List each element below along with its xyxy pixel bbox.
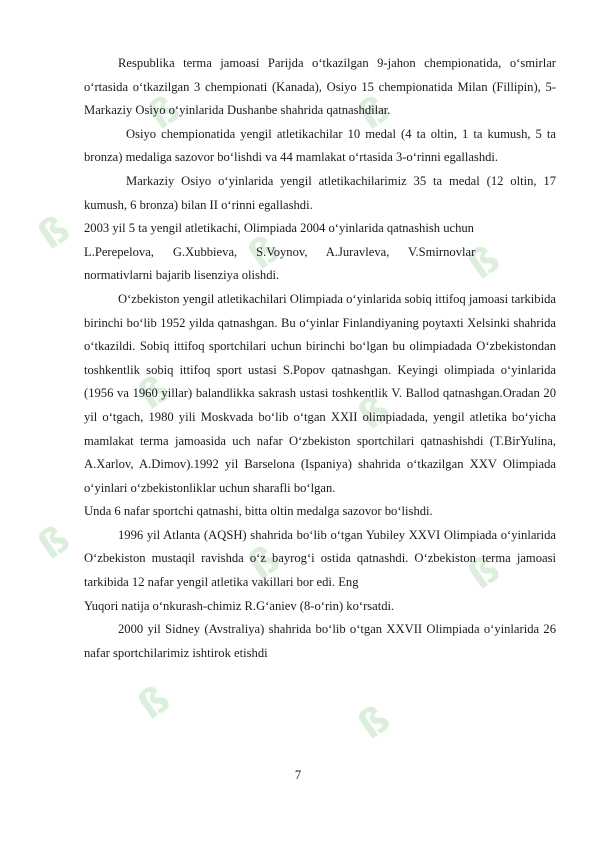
paragraph-2003-license: 2003 yil 5 ta yengil atletikachi, Olimpiada 2004 o‘yinlarida qatnashish uchun <box>84 221 474 236</box>
paragraph-athlete-names: L.Perepelova, G.Xubbieva, S.Voynov, A.Juravleva, V.Smirnovlar <box>84 244 476 259</box>
paragraph-asia-championship: Osiyo chempionatida yengil atletikachilar 10 medal (4 ta oltin, 1 ta kumush, 5 ta bronza) medaliga sazovor bo‘lishdi va 44 mamlakat o‘rtasida 3-o‘rinni egallashdi. <box>84 126 556 165</box>
paragraph-atlanta-1996: 1996 yil Atlanta (AQSH) shahrida bo‘lib o‘tgan Yubiley XXVI Olimpiada o‘yinlarida O‘zbekiston mustaqil ravishda o‘z bayrog‘i ostida qatnashdi. O‘zbekiston terma jamoasi tarkibida 12 nafar yengil atletika vakillari bor edi. Eng <box>84 527 556 590</box>
paragraph-best-result: Yuqori natija o‘nkurash-chimiz R.G‘aniev (8-o‘rin) ko‘rsatdi. <box>84 598 395 613</box>
paragraph-republic-team: Respublika terma jamoasi Parijda o‘tkazilgan 9-jahon chempionatida, o‘smirlar o‘rtasida o‘tkazilgan 3 chempionati (Kanada), Osiyo 15 chempionatida Milan (Fillipin), 5-Markaziy Osiyo o‘yinlarida Dushanbe shahrida qatnashdilar. <box>84 56 556 118</box>
watermark: ß ß ß ß ß ß ß ß ß ß ß ß <box>29 86 508 748</box>
paragraph-olympic-history: O‘zbekiston yengil atletikachilari Olimpiada o‘yinlarida sobiq ittifoq jamoasi tarkibida birinchi bo‘lib 1952 yilda qatnashgan. Bu o‘yinlar Finlandiyaning poytaxti Xelsinki shahrida o‘tkazildi. Sobiq ittifoq sportchilari uchun birinchi bo‘lgan bu olimpiadada O‘zbekistondan toshkentlik sobiq ittifoq sport ustasi S.Popov qatnashgan. Keyingi olimpiada o‘yinlarida (1956 va 1960 yillar) balandlikka sakrash ustasi toshkentlik V. Ballod qatnashgan.Oradan 20 yil o‘tgach, 1980 yili Moskvada bo‘lib o‘tgan XXII olimpiadada, yengil atletika bo‘yicha mamlakat terma jamoasida uch nafar O‘zbekiston sportchilari qatnashishdi (T.BirYulina, A.Xarlov, A.Dimov).1992 yil Barselona (Ispaniya) shahrida o‘tkazilgan XXV Olimpiada o‘yinlari o‘zbekistonliklar uchun sharafli bo‘lgan. <box>84 291 556 495</box>
paragraph-central-asia-games: Markaziy Osiyo o‘yinlarida yengil atletikachilarimiz 35 ta medal (12 oltin, 17 kumush, 6 bronza) bilan II o‘rinni egallashdi. <box>84 173 556 212</box>
paragraph-six-athletes: Unda 6 nafar sportchi qatnashi, bitta oltin medalga sazovor bo‘lishdi. <box>84 504 433 519</box>
page-number: 7 <box>294 768 302 782</box>
paragraph-normatives: normativlarni bajarib lisenziya olishdi. <box>84 268 280 283</box>
paragraph-sydney-2000: 2000 yil Sidney (Avstraliya) shahrida bo‘lib o‘tgan XXVII Olimpiada o‘yinlarida 26 nafar sportchilarimiz ishtirok etishdi <box>84 622 556 660</box>
document-body <box>84 52 556 665</box>
